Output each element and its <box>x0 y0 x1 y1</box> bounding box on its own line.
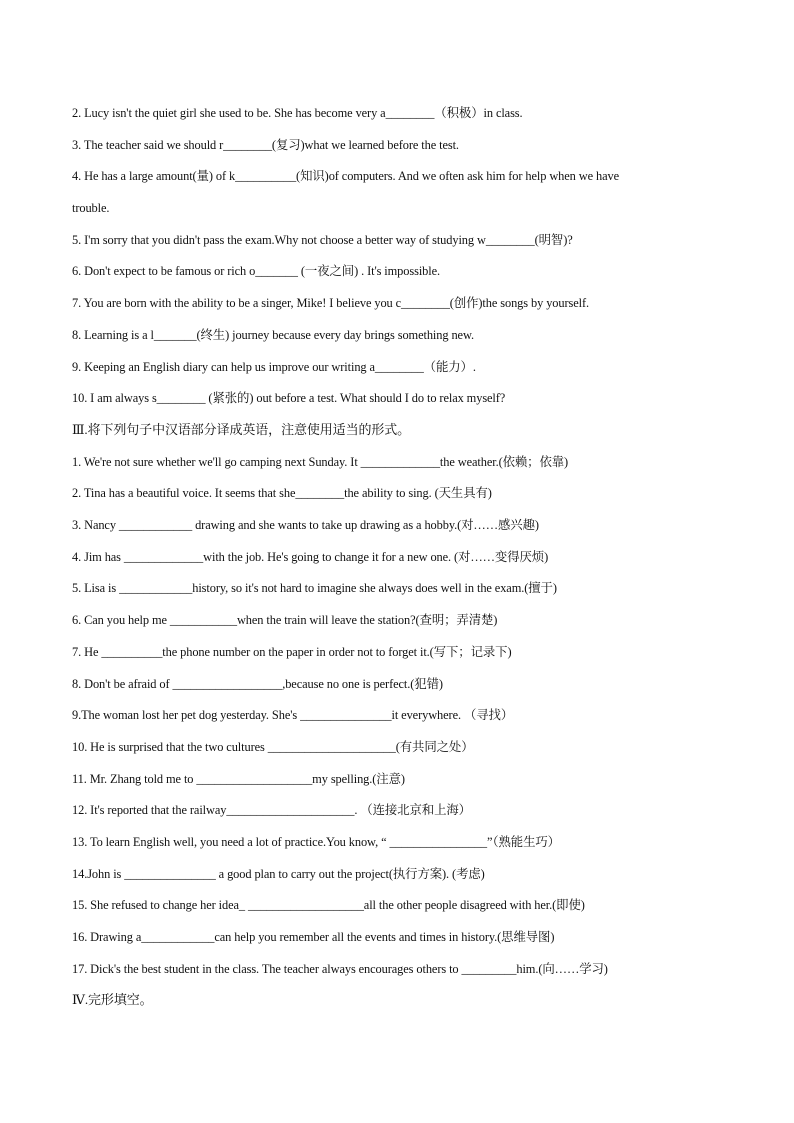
question-3-5: 5. Lisa is ____________history, so it's not hard to imagine she always does well in the exam.(擅于) <box>72 581 557 595</box>
question-2-8: 8. Learning is a l_______(终生) journey because every day brings something new. <box>72 328 475 342</box>
question-3-1: 1. We're not sure whether we'll go camping next Sunday. It _____________the weather.(依赖；依靠) <box>72 455 569 469</box>
question-3-11: 11. Mr. Zhang told me to ___________________my spelling.(注意) <box>72 772 405 786</box>
question-2-4: 4. He has a large amount(量) of k__________(知识)of computers. And we often ask him for help when we have <box>72 169 620 183</box>
section-4-heading: Ⅳ.完形填空。 <box>72 992 153 1007</box>
question-2-2: 2. Lucy isn't the quiet girl she used to be. She has become very a________（积极）in class. <box>72 106 523 120</box>
question-2-5: 5. I'm sorry that you didn't pass the exam.Why not choose a better way of studying w________(明智)? <box>72 233 573 247</box>
question-3-7: 7. He __________the phone number on the paper in order not to forget it.(写下；记录下) <box>72 645 512 659</box>
question-3-8: 8. Don't be afraid of __________________,because no one is perfect.(犯错) <box>72 677 443 691</box>
question-3-2: 2. Tina has a beautiful voice. It seems that she________the ability to sing. (天生具有) <box>72 486 492 500</box>
question-3-12: 12. It's reported that the railway_____________________. （连接北京和上海） <box>72 803 471 817</box>
question-2-9: 9. Keeping an English diary can help us improve our writing a________（能力）. <box>72 360 476 374</box>
section-3-heading: Ⅲ.将下列句子中汉语部分译成英语，注意使用适当的形式。 <box>72 422 411 437</box>
question-3-9: 9.The woman lost her pet dog yesterday. She's _______________it everywhere. （寻找） <box>72 708 514 722</box>
question-2-10: 10. I am always s________ (紧张的) out before a test. What should I do to relax myself? <box>72 391 506 405</box>
question-3-10: 10. He is surprised that the two cultures _____________________(有共同之处） <box>72 740 474 754</box>
question-3-16: 16. Drawing a____________can help you remember all the events and times in history.(思维导图) <box>72 930 555 944</box>
question-3-14: 14.John is _______________ a good plan to carry out the project(执行方案). (考虑) <box>72 867 485 881</box>
question-2-7: 7. You are born with the ability to be a singer, Mike! I believe you c________(创作)the songs by yourself. <box>72 296 589 310</box>
question-3-3: 3. Nancy ____________ drawing and she wants to take up drawing as a hobby.(对……感兴趣) <box>72 518 539 532</box>
question-3-15: 15. She refused to change her idea_ ___________________all the other people disagreed with her.(即使) <box>72 898 585 912</box>
question-3-17: 17. Dick's the best student in the class. The teacher always encourages others to _________him.(向……学习) <box>72 962 608 976</box>
question-2-4-continued: trouble. <box>72 201 110 215</box>
question-3-4: 4. Jim has _____________with the job. He's going to change it for a new one. (对……变得厌烦) <box>72 550 549 564</box>
question-2-3: 3. The teacher said we should r________(复习)what we learned before the test. <box>72 138 459 152</box>
question-3-6: 6. Can you help me ___________when the train will leave the station?(查明；弄清楚) <box>72 613 498 627</box>
question-3-13: 13. To learn English well, you need a lot of practice.You know, “ ________________”（熟能生巧） <box>72 835 560 849</box>
question-2-6: 6. Don't expect to be famous or rich o_______ (一夜之间) . It's impossible. <box>72 264 440 278</box>
